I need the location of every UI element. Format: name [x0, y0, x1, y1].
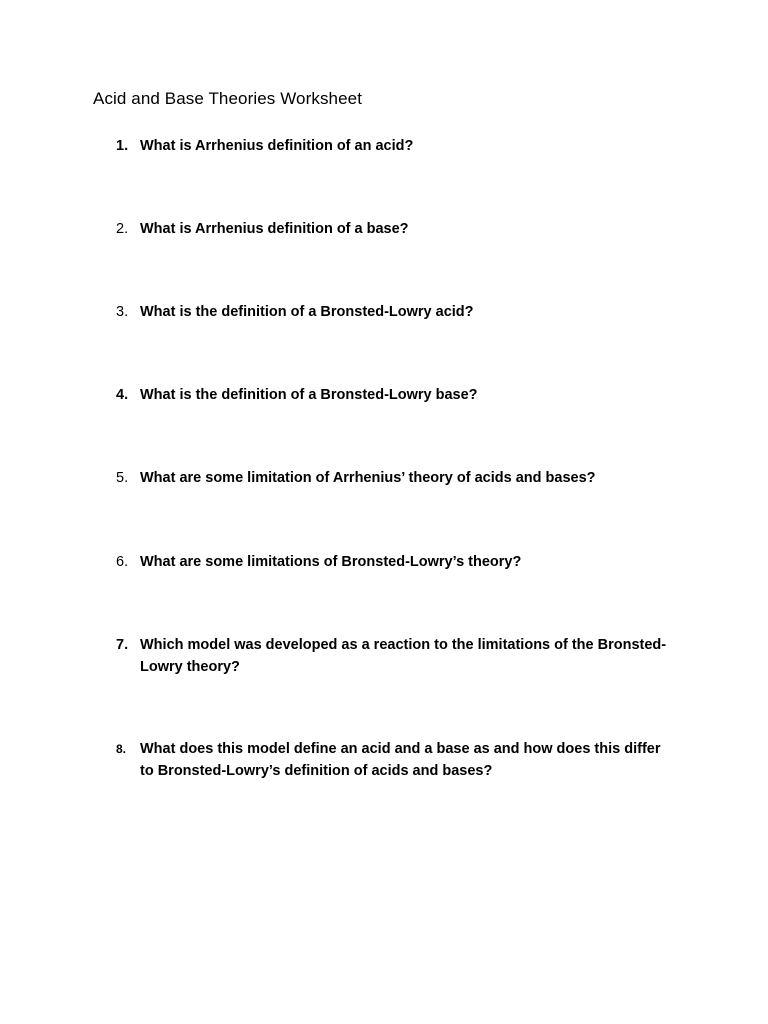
question-number: 6.: [116, 554, 129, 570]
question-text: What does this model define an acid and a base as and how does this differ to Bronsted-Lowry’s definition of acids and bases?: [140, 741, 661, 779]
question-number: 7.: [116, 637, 129, 653]
question-number: 2.: [116, 221, 129, 237]
question-number: 1.: [116, 138, 129, 154]
worksheet-title: Acid and Base Theories Worksheet: [93, 89, 363, 108]
question-text: What is the definition of a Bronsted-Lowry acid?: [140, 304, 474, 320]
question-text: What are some limitations of Bronsted-Lowry’s theory?: [140, 554, 522, 570]
question-number: 4.: [116, 387, 129, 403]
question-number: 5.: [116, 470, 129, 486]
question-text: What is Arrhenius definition of a base?: [140, 221, 409, 237]
question-number: 8.: [116, 742, 127, 756]
question-text: What are some limitation of Arrhenius’ theory of acids and bases?: [140, 470, 596, 486]
question-number: 3.: [116, 304, 129, 320]
question-text: Which model was developed as a reaction to the limitations of the Bronsted-Lowry theory?: [140, 637, 667, 675]
question-text: What is Arrhenius definition of an acid?: [140, 138, 414, 154]
question-text: What is the definition of a Bronsted-Lowry base?: [140, 387, 478, 403]
